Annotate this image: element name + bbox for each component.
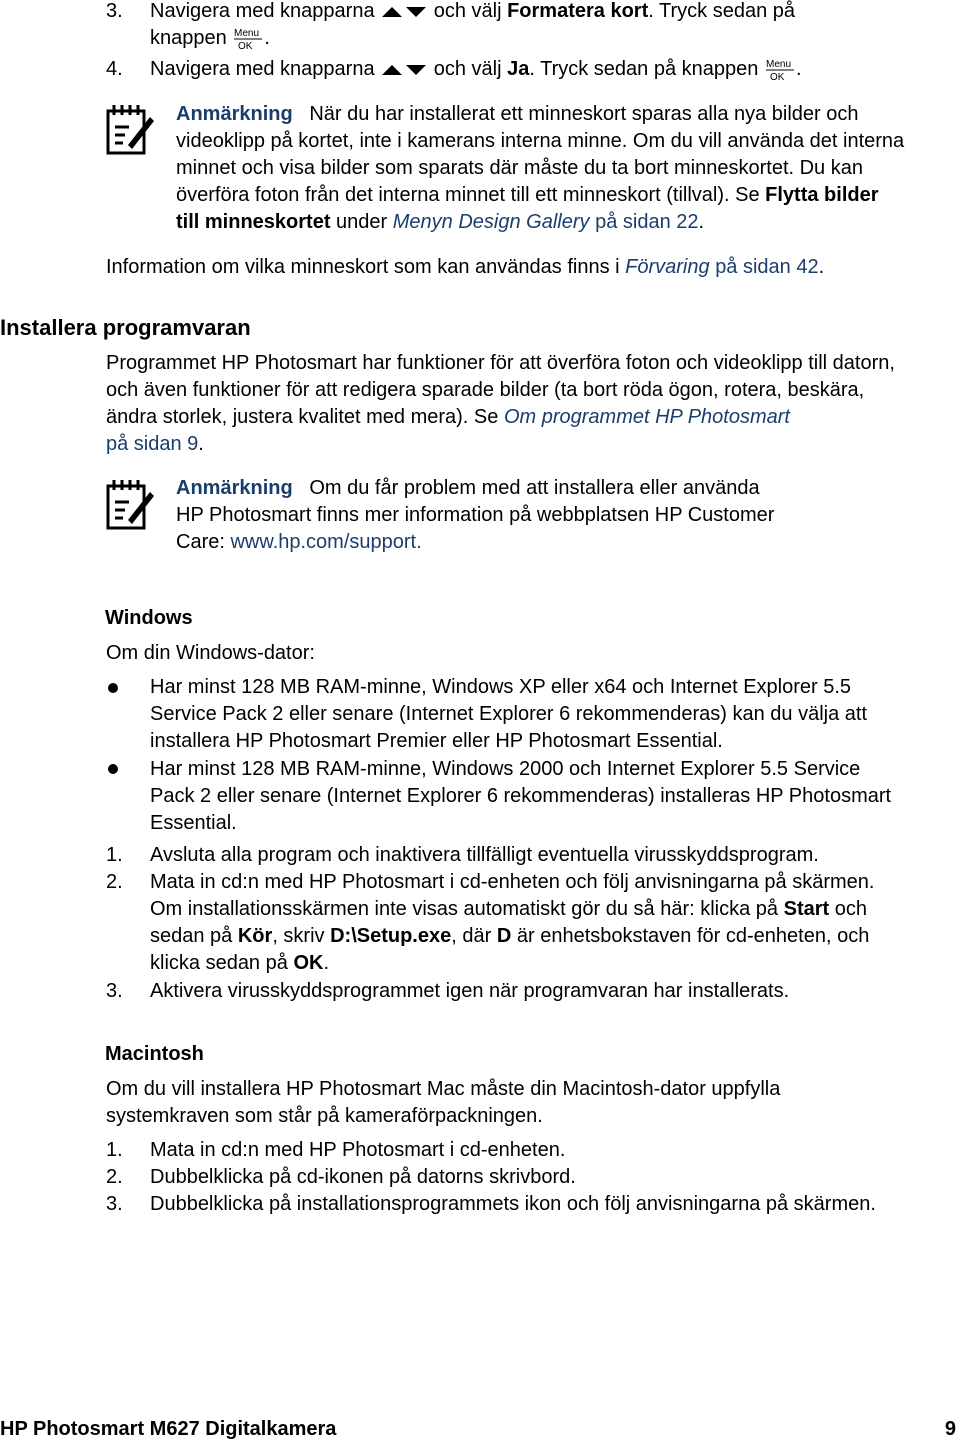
bullet-1-line-3: installera HP Photosmart Premier eller HP Photosmart Essential. xyxy=(150,730,723,752)
step-3-text-line2: knappen Menu OK . xyxy=(150,27,270,52)
install-para-line-4: på sidan 9. xyxy=(106,433,204,455)
windows-step-2-line-2: Om installationsskärmen inte visas automatiskt gör du så här: klicka på Start och xyxy=(150,898,867,920)
note-pencil-icon xyxy=(106,103,156,155)
note-1-line-1: Anmärkning När du har installerat ett minneskort sparas alla nya bilder och xyxy=(176,103,859,125)
step-number: 4. xyxy=(106,58,123,80)
up-down-arrows-icon xyxy=(380,5,428,19)
mac-step-2: Dubbelklicka på cd-ikonen på datorns skrivbord. xyxy=(150,1166,576,1188)
page-number: 9 xyxy=(944,1418,956,1440)
windows-intro: Om din Windows-dator: xyxy=(106,642,315,664)
link-page-42[interactable]: på sidan 42 xyxy=(715,256,819,278)
windows-step-1: Avsluta alla program och inaktivera tillfälligt eventuella virusskyddsprogram. xyxy=(150,844,819,866)
windows-step-2-line-4: klicka sedan på OK. xyxy=(150,952,329,974)
step-3-text: Navigera med knapparna och välj Formatera kort. Tryck sedan på xyxy=(150,0,795,22)
link-menyn-design-gallery[interactable]: Menyn Design Gallery xyxy=(392,211,590,233)
note-label: Anmärkning xyxy=(176,103,293,125)
step-number: 1. xyxy=(106,844,123,866)
bullet-2-line-1: Har minst 128 MB RAM-minne, Windows 2000 och Internet Explorer 5.5 Service xyxy=(150,758,861,780)
menu-ok-button-icon xyxy=(764,57,796,83)
mac-step-1: Mata in cd:n med HP Photosmart i cd-enheten. xyxy=(150,1139,566,1161)
step-number: 2. xyxy=(106,1166,123,1188)
step-number: 2. xyxy=(106,871,123,893)
windows-heading: Windows xyxy=(105,607,193,629)
note-2-line-2: HP Photosmart finns mer information på webbplatsen HP Customer xyxy=(176,504,775,526)
svg-text:OK: OK xyxy=(769,71,785,83)
svg-text:OK: OK xyxy=(238,40,253,52)
link-forvaring[interactable]: Förvaring xyxy=(625,256,710,278)
step-number: 3. xyxy=(106,0,123,22)
svg-text:Menu: Menu xyxy=(234,27,260,39)
bullet-2-line-3: Essential. xyxy=(150,812,237,834)
windows-step-2-line-1: Mata in cd:n med HP Photosmart i cd-enheten och följ anvisningarna på skärmen. xyxy=(150,871,875,893)
note-label: Anmärkning xyxy=(176,477,293,499)
note-2-line-1: Anmärkning Om du får problem med att installera eller använda xyxy=(176,477,760,499)
bullet-dot xyxy=(108,683,118,693)
section-title: Installera programvaran xyxy=(0,315,251,340)
windows-step-2-line-3: sedan på Kör, skriv D:\Setup.exe, där D är enhetsbokstaven för cd-enheten, och xyxy=(150,925,870,947)
step-4-text: Navigera med knapparna och välj Ja. Tryck sedan på knappen Menu OK . xyxy=(150,58,802,83)
step-number: 3. xyxy=(106,1193,123,1215)
bullet-2-line-2: Pack 2 eller senare (Internet Explorer 6 rekommenderas) installeras HP Photosmart xyxy=(150,785,892,807)
windows-step-3: Aktivera virusskyddsprogrammet igen när programvaran har installerats. xyxy=(150,980,790,1002)
install-para-line-3: ändra storlek, justera kvalitet med mera). Se Om programmet HP Photosmart xyxy=(106,406,790,428)
note-pencil-icon xyxy=(106,478,156,530)
link-flytta-bilder[interactable]: Flytta bilder xyxy=(765,184,879,206)
link-page-22[interactable]: på sidan 22 xyxy=(595,211,699,233)
install-para-line-1: Programmet HP Photosmart har funktioner för att överföra foton och videoklipp till datorn, xyxy=(106,352,895,374)
install-para-line-2: och även funktioner för att redigera sparade bilder (ta bort röda ögon, rotera, beskära, xyxy=(106,379,865,401)
bullet-dot xyxy=(108,764,118,774)
step-number: 3. xyxy=(106,980,123,1002)
note-1-line-3: minnet och visa bilder som sparats där måste du ta bort minneskortet. Du kan xyxy=(176,157,863,179)
link-page-9[interactable]: på sidan 9 xyxy=(106,433,199,455)
link-hp-support[interactable]: www.hp.com/support xyxy=(230,531,417,553)
link-om-programmet[interactable]: Om programmet HP Photosmart xyxy=(503,406,790,428)
mac-intro-line-1: Om du vill installera HP Photosmart Mac måste din Macintosh-dator uppfylla xyxy=(106,1078,781,1100)
svg-text:Menu: Menu xyxy=(765,58,791,70)
note-1-line-5: till minneskortet under Menyn Design Gallery på sidan 22. xyxy=(176,211,705,233)
menu-ok-button-icon xyxy=(232,26,264,52)
info-line: Information om vilka minneskort som kan användas finns i Förvaring på sidan 42. xyxy=(106,256,825,278)
note-1-line-2: videoklipp på kortet, inte i kamerans interna minne. Om du vill använda det interna xyxy=(176,130,905,152)
note-1-line-4: överföra foton från det interna minnet till ett minneskort (tillval). Se Flytta bilder xyxy=(176,184,879,206)
macintosh-heading: Macintosh xyxy=(105,1043,204,1065)
bullet-1-line-2: Service Pack 2 eller senare (Internet Explorer 6 rekommenderas) kan du välja att xyxy=(150,703,868,725)
bullet-1-line-1: Har minst 128 MB RAM-minne, Windows XP eller x64 och Internet Explorer 5.5 xyxy=(150,676,852,698)
mac-step-3: Dubbelklicka på installationsprogrammets ikon och följ anvisningarna på skärmen. xyxy=(150,1193,876,1215)
note-2-line-3: Care: www.hp.com/support. xyxy=(176,531,422,553)
footer-title: HP Photosmart M627 Digitalkamera xyxy=(0,1418,337,1440)
step-number: 1. xyxy=(106,1139,123,1161)
up-down-arrows-icon xyxy=(380,63,428,77)
mac-intro-line-2: systemkraven som står på kameraförpackningen. xyxy=(106,1105,543,1127)
